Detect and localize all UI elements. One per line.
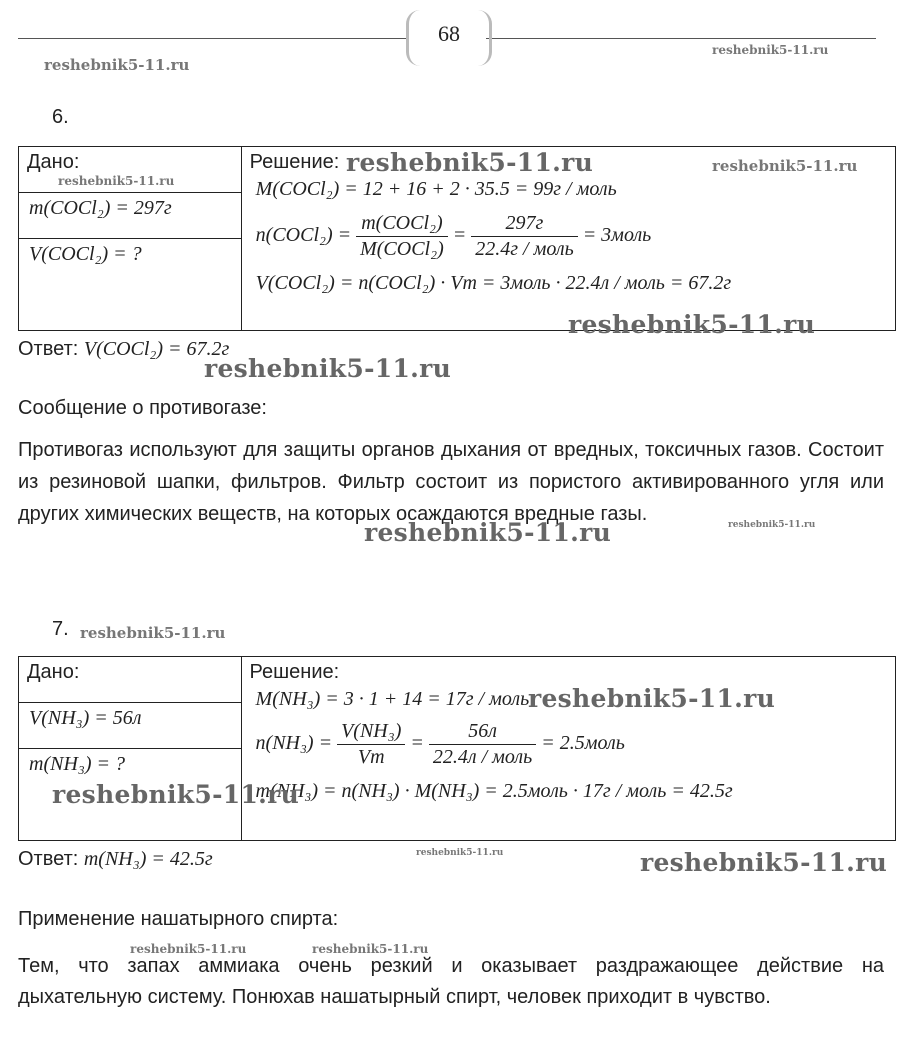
page-number (406, 10, 492, 66)
watermark: reshebnik5-11.ru (416, 848, 504, 858)
solution-line-2 (256, 212, 652, 261)
ammonia-paragraph-line-2: дыхательную систему. Понюхав нашатырный спирт, человек приходит в чувство. (18, 986, 771, 1008)
solution-label: Решение: (249, 661, 340, 683)
formula-lhs: n(NH₃) = (255, 732, 333, 755)
watermark: reshebnik5-11.ru (58, 174, 175, 188)
task-7-answer (18, 848, 213, 871)
watermark: reshebnik5-11.ru (44, 56, 190, 74)
watermark: reshebnik5-11.ru (712, 157, 858, 175)
find-value: m(NH₃) = ? (29, 753, 125, 775)
task-7-number: 7. (52, 618, 69, 640)
watermark: reshebnik5-11.ru (80, 624, 226, 642)
fraction-numerator: V(NH₃) (337, 720, 405, 745)
task-6-answer (18, 338, 229, 361)
watermark: reshebnik5-11.ru (364, 518, 612, 547)
watermark: reshebnik5-11.ru (130, 942, 247, 956)
formula-result: = 3моль (582, 224, 652, 247)
given-value: m(COCl₂) = 297г (29, 197, 172, 219)
header-rule-right (486, 38, 876, 39)
equals-sign: = (452, 224, 467, 247)
watermark: reshebnik5-11.ru (52, 780, 300, 809)
watermark: reshebnik5-11.ru (312, 942, 429, 956)
solution-line-1: M(NH₃) = 3 · 1 + 14 = 17г / моль (255, 688, 530, 710)
fraction-denominator: 22.4л / моль (432, 746, 533, 768)
fraction-numerator: 297г (471, 212, 577, 237)
formula-lhs: n(COCl₂) = (255, 224, 352, 247)
page-number-text: 68 (438, 21, 460, 46)
gasmask-paragraph: Противогаз используют для защиты органов дыхания от вредных, токсичных газов. Состоит из резиновой шапки, фильтров. Фильтр состоит из пористого активированного угля или других химических веществ, на которых осаждаются вредные газы. (18, 439, 884, 525)
answer-value: m(NH₃) = 42.5г (83, 848, 213, 870)
equals-sign: = (410, 732, 424, 755)
given-label: Дано: (27, 151, 80, 173)
given-value: V(NH₃) = 56л (29, 707, 142, 729)
watermark: reshebnik5-11.ru (568, 310, 816, 339)
ammonia-paragraph-line-1: Тем, что запах аммиака очень резкий и оказывает раздражающее действие на (18, 955, 884, 977)
watermark: reshebnik5-11.ru (712, 43, 829, 57)
watermark: reshebnik5-11.ru (640, 848, 888, 877)
find-value: V(COCl₂) = ? (29, 243, 142, 265)
solution-line-3: m(NH₃) = n(NH₃) · M(NH₃) = 2.5моль · 17г / моль = 42.5г (255, 780, 733, 802)
fraction-denominator: Vm (357, 746, 385, 768)
ammonia-heading: Применение нашатырного спирта: (18, 908, 339, 930)
solution-label: Решение: (249, 151, 340, 173)
solution-line-1: M(COCl₂) = 12 + 16 + 2 · 35.5 = 99г / моль (255, 178, 617, 200)
given-label: Дано: (27, 661, 80, 683)
gasmask-heading: Сообщение о противогазе: (18, 397, 267, 419)
solution-line-3: V(COCl₂) = n(COCl₂) · Vm = 3моль · 22.4л / моль = 67.2г (255, 272, 732, 294)
header-rule-left (18, 38, 406, 39)
fraction-denominator: M(COCl₂) (360, 238, 444, 260)
solution-line-2 (256, 720, 625, 769)
answer-label: Ответ: (18, 848, 79, 870)
fraction-numerator: 56л (429, 720, 536, 745)
watermark: reshebnik5-11.ru (528, 684, 776, 713)
fraction-denominator: 22.4г / моль (475, 238, 574, 260)
formula-result: = 2.5моль (541, 732, 625, 755)
watermark: reshebnik5-11.ru (204, 354, 452, 383)
task-6-number: 6. (52, 106, 69, 128)
answer-value: V(COCl₂) = 67.2г (83, 338, 230, 360)
fraction-numerator: m(COCl₂) (356, 212, 448, 237)
answer-label: Ответ: (18, 338, 79, 360)
watermark: reshebnik5-11.ru (728, 520, 816, 530)
watermark: reshebnik5-11.ru (346, 148, 594, 177)
